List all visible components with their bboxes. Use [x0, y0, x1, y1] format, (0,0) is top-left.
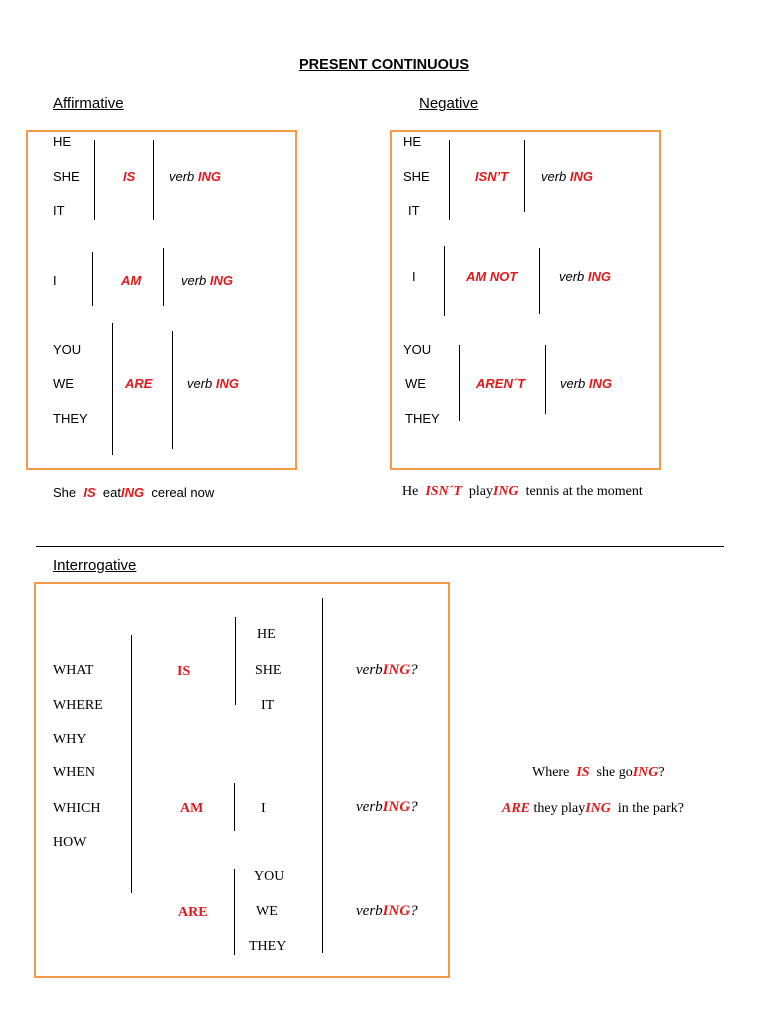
- negative-example: [402, 484, 643, 500]
- pronoun-they: THEY: [53, 411, 88, 426]
- aux-are: ARE: [125, 376, 153, 391]
- divider-line: [131, 635, 132, 893]
- divider-line: [545, 345, 546, 414]
- wh-what: WHAT: [53, 663, 94, 678]
- pronoun-it: IT: [408, 203, 420, 218]
- wh-which: WHICH: [53, 801, 101, 816]
- ing-text: ING: [209, 273, 234, 288]
- verb-ing-q: [356, 903, 418, 920]
- pronoun-she: SHE: [255, 663, 282, 678]
- verb-ing: [181, 273, 233, 288]
- verb-text: verb: [541, 169, 567, 184]
- divider-line: [94, 140, 95, 220]
- wh-how: HOW: [53, 835, 87, 850]
- divider-line: [539, 248, 540, 314]
- verb-text: verb: [559, 269, 585, 284]
- aux-am-not: AM NOT: [466, 269, 518, 284]
- interrogative-example-1: [532, 765, 665, 781]
- pronoun-it: IT: [261, 698, 275, 713]
- verb-ing-q: [356, 662, 418, 679]
- example-aux: IS: [83, 485, 96, 500]
- ing-text: ING: [382, 903, 411, 919]
- question-mark: ?: [410, 662, 418, 678]
- aux-is: IS: [123, 169, 136, 184]
- example-word: He: [402, 484, 419, 499]
- verb-text: verb: [560, 376, 586, 391]
- pronoun-i: I: [261, 801, 266, 816]
- pronoun-they: THEY: [249, 939, 287, 954]
- aux-is: IS: [177, 664, 191, 679]
- verb-text: verb: [169, 169, 195, 184]
- divider-line: [444, 246, 445, 316]
- example-word: cereal now: [151, 485, 215, 500]
- divider-line: [172, 331, 173, 449]
- interrogative-example-2: [502, 801, 684, 817]
- example-aux: ISN´T: [425, 484, 462, 499]
- verb-ing-q: [356, 799, 418, 816]
- pronoun-i: I: [412, 269, 416, 284]
- interrogative-heading: Interrogative: [53, 557, 137, 574]
- example-ing: ING: [585, 801, 611, 816]
- ing-text: ING: [588, 376, 613, 391]
- verb-text: verb: [181, 273, 207, 288]
- example-aux: IS: [576, 765, 590, 780]
- aux-isnt: ISN’T: [475, 169, 509, 184]
- divider-line: [112, 323, 113, 455]
- page-title: PRESENT CONTINUOUS: [299, 57, 469, 73]
- example-word: ?: [658, 765, 665, 780]
- verb-ing: [169, 169, 221, 184]
- example-word: she go: [596, 765, 633, 780]
- negative-heading: Negative: [419, 95, 479, 112]
- pronoun-it: IT: [53, 203, 65, 218]
- divider-line: [322, 598, 323, 953]
- divider-line: [163, 248, 164, 306]
- ing-text: ING: [382, 799, 411, 815]
- pronoun-you: YOU: [403, 342, 432, 357]
- question-mark: ?: [410, 903, 418, 919]
- example-word: eat: [102, 485, 121, 500]
- pronoun-you: YOU: [53, 342, 82, 357]
- divider-line: [92, 252, 93, 306]
- wh-when: WHEN: [53, 765, 95, 780]
- verb-ing: [560, 376, 612, 391]
- ing-text: ING: [587, 269, 612, 284]
- verb-text: verb: [356, 662, 383, 678]
- pronoun-we: WE: [256, 904, 278, 919]
- ing-text: ING: [569, 169, 594, 184]
- ing-text: ING: [197, 169, 222, 184]
- affirmative-heading: Affirmative: [53, 95, 124, 112]
- ing-text: ING: [382, 662, 411, 678]
- example-ing: ING: [120, 485, 145, 500]
- pronoun-i: I: [53, 273, 57, 288]
- pronoun-we: WE: [405, 376, 426, 391]
- pronoun-he: HE: [257, 627, 276, 642]
- question-mark: ?: [410, 799, 418, 815]
- example-word: in the park?: [617, 801, 684, 816]
- example-ing: ING: [493, 484, 519, 499]
- wh-why: WHY: [53, 732, 87, 747]
- verb-ing: [187, 376, 239, 391]
- pronoun-we: WE: [53, 376, 74, 391]
- divider-line: [449, 140, 450, 220]
- pronoun-she: SHE: [403, 169, 430, 184]
- example-aux: ARE: [502, 801, 531, 816]
- verb-ing: [541, 169, 593, 184]
- verb-text: verb: [356, 903, 383, 919]
- ing-text: ING: [215, 376, 240, 391]
- affirmative-example: [53, 485, 214, 500]
- example-word: She: [53, 485, 77, 500]
- aux-arent: AREN´T: [476, 376, 526, 391]
- divider-line: [524, 140, 525, 212]
- section-separator: [36, 546, 724, 547]
- aux-are: ARE: [178, 905, 208, 920]
- divider-line: [235, 617, 236, 705]
- verb-text: verb: [187, 376, 213, 391]
- verb-ing: [559, 269, 611, 284]
- aux-am: AM: [121, 273, 142, 288]
- example-ing: ING: [632, 765, 659, 780]
- wh-where: WHERE: [53, 698, 103, 713]
- pronoun-he: HE: [403, 134, 422, 149]
- pronoun-she: SHE: [53, 169, 80, 184]
- divider-line: [234, 783, 235, 831]
- pronoun-you: YOU: [254, 869, 285, 884]
- divider-line: [153, 140, 154, 220]
- divider-line: [459, 345, 460, 421]
- pronoun-he: HE: [53, 134, 72, 149]
- example-word: they play: [533, 801, 586, 816]
- example-word: Where: [532, 765, 570, 780]
- divider-line: [234, 869, 235, 955]
- aux-am: AM: [180, 801, 204, 816]
- verb-text: verb: [356, 799, 383, 815]
- example-word: play: [468, 484, 493, 499]
- example-word: tennis at the moment: [525, 484, 643, 499]
- pronoun-they: THEY: [405, 411, 440, 426]
